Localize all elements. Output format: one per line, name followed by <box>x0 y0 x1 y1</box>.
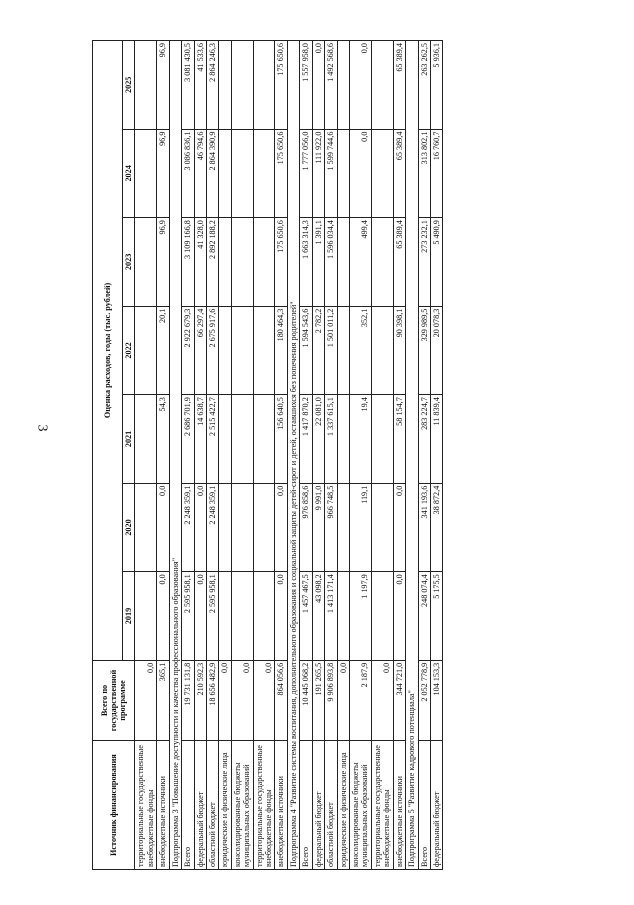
row-year-value <box>231 218 253 307</box>
row-year-value: 248 074,4 <box>418 572 430 661</box>
row-year-value <box>219 306 231 395</box>
row-total: 0,0 <box>253 660 275 740</box>
row-year-value: 1 777 056,0 <box>300 129 312 218</box>
table-row <box>312 41 324 870</box>
row-year-value: 22 081,0 <box>312 395 324 484</box>
row-year-value <box>135 41 157 130</box>
table-row <box>231 41 253 870</box>
row-year-value: 0,0 <box>350 41 372 130</box>
row-year-value: 66 297,4 <box>194 306 206 395</box>
subprogram-title: Подпрограмма 3 "Повышение доступности и качества профессионального образования" <box>169 41 181 870</box>
table-row <box>182 41 194 870</box>
row-year-value <box>253 41 275 130</box>
row-label: внебюджетные источники <box>157 741 169 870</box>
row-year-value: 0,0 <box>312 41 324 130</box>
row-year-value: 65 389,4 <box>393 129 405 218</box>
row-year-value: 3 081 430,5 <box>182 41 194 130</box>
row-year-value <box>219 395 231 484</box>
row-year-value: 352,1 <box>350 306 372 395</box>
row-year-value <box>337 572 349 661</box>
row-total: 210 592,3 <box>194 660 206 740</box>
row-label: территориальные государственные внебюджетные фонды <box>135 741 157 870</box>
table-row <box>337 41 349 870</box>
row-year-value <box>219 41 231 130</box>
row-year-value <box>337 306 349 395</box>
table-row <box>371 41 393 870</box>
row-year-value: 96,9 <box>157 41 169 130</box>
row-year-value <box>253 572 275 661</box>
row-year-value <box>135 395 157 484</box>
table-row <box>275 41 287 870</box>
row-label: территориальные государственные внебюджетные фонды <box>371 741 393 870</box>
row-year-value: 1 417 870,2 <box>300 395 312 484</box>
row-year-value: 263 262,5 <box>418 41 430 130</box>
row-year-value: 46 794,6 <box>194 129 206 218</box>
row-year-value: 2 248 359,1 <box>206 483 218 572</box>
row-year-value: 0,0 <box>194 483 206 572</box>
row-year-value: 499,4 <box>350 218 372 307</box>
table-row <box>350 41 372 870</box>
header-year: 2022 <box>123 306 135 395</box>
row-year-value: 1 197,9 <box>350 572 372 661</box>
row-year-value: 65 389,4 <box>393 41 405 130</box>
row-year-value <box>135 306 157 395</box>
row-year-value: 1 413 171,4 <box>325 572 337 661</box>
row-year-value <box>253 218 275 307</box>
page-number: 3 <box>34 424 50 432</box>
row-label: юридические и физические лица <box>219 741 231 870</box>
row-total: 0,0 <box>337 660 349 740</box>
table-row <box>194 41 206 870</box>
row-year-value: 54,3 <box>157 395 169 484</box>
row-year-value <box>135 483 157 572</box>
row-total: 18 656 482,9 <box>206 660 218 740</box>
row-year-value <box>219 483 231 572</box>
row-year-value <box>371 129 393 218</box>
row-year-value: 43 098,2 <box>312 572 324 661</box>
row-year-value: 2 675 917,6 <box>206 306 218 395</box>
financing-table-wrapper <box>92 40 572 870</box>
row-year-value: 90 398,1 <box>393 306 405 395</box>
row-year-value: 0,0 <box>157 572 169 661</box>
table-row <box>300 41 312 870</box>
row-year-value <box>231 129 253 218</box>
row-total: 19 731 131,8 <box>182 660 194 740</box>
row-total: 365,1 <box>157 660 169 740</box>
row-year-value: 2 248 359,1 <box>182 483 194 572</box>
row-year-value: 111 922,0 <box>312 129 324 218</box>
row-year-value: 14 638,7 <box>194 395 206 484</box>
row-year-value: 2 595 958,1 <box>206 572 218 661</box>
row-year-value <box>219 129 231 218</box>
header-year: 2021 <box>123 395 135 484</box>
subprogram-row <box>406 41 418 870</box>
table-row <box>157 41 169 870</box>
row-total: 0,0 <box>135 660 157 740</box>
row-year-value: 96,9 <box>157 129 169 218</box>
row-year-value: 11 839,4 <box>430 395 442 484</box>
row-label: федеральный бюджет <box>194 741 206 870</box>
row-year-value: 20,1 <box>157 306 169 395</box>
row-year-value: 9 991,0 <box>312 483 324 572</box>
row-year-value: 180 464,3 <box>275 306 287 395</box>
row-year-value <box>219 218 231 307</box>
row-year-value: 1 492 568,6 <box>325 41 337 130</box>
row-year-value: 3 086 836,1 <box>182 129 194 218</box>
row-year-value: 156 640,5 <box>275 395 287 484</box>
row-year-value: 0,0 <box>275 483 287 572</box>
row-year-value: 5 175,5 <box>430 572 442 661</box>
row-year-value: 41 328,0 <box>194 218 206 307</box>
table-row <box>393 41 405 870</box>
row-year-value: 5 936,1 <box>430 41 442 130</box>
row-year-value: 0,0 <box>275 572 287 661</box>
row-total: 2 052 778,9 <box>418 660 430 740</box>
row-year-value: 1 557 958,0 <box>300 41 312 130</box>
header-estimate: Оценка расходов, годы (тыс. рублей) <box>93 41 123 661</box>
row-total: 9 906 893,8 <box>325 660 337 740</box>
row-year-value: 0,0 <box>194 572 206 661</box>
row-year-value <box>231 572 253 661</box>
header-year: 2024 <box>123 129 135 218</box>
row-year-value: 2 892 188,2 <box>206 218 218 307</box>
row-year-value <box>371 306 393 395</box>
row-year-value: 3 109 166,8 <box>182 218 194 307</box>
row-year-value <box>135 572 157 661</box>
row-label: областной бюджет <box>325 741 337 870</box>
row-year-value: 41 533,6 <box>194 41 206 130</box>
row-year-value: 175 650,6 <box>275 218 287 307</box>
row-year-value: 283 224,7 <box>418 395 430 484</box>
row-year-value: 175 650,6 <box>275 129 287 218</box>
header-total: Всего по государственной программе <box>93 660 135 740</box>
row-year-value <box>337 129 349 218</box>
table-row <box>206 41 218 870</box>
row-year-value <box>337 41 349 130</box>
row-year-value: 2 782,2 <box>312 306 324 395</box>
row-label: юридические и физические лица <box>337 741 349 870</box>
table-body <box>135 41 443 870</box>
row-year-value <box>371 41 393 130</box>
row-year-value: 1 391,1 <box>312 218 324 307</box>
row-label: внебюджетные источники <box>393 741 405 870</box>
row-year-value <box>231 483 253 572</box>
row-year-value: 2 595 958,1 <box>182 572 194 661</box>
row-year-value: 313 802,1 <box>418 129 430 218</box>
row-year-value <box>135 129 157 218</box>
subprogram-row <box>169 41 181 870</box>
row-total: 0,0 <box>219 660 231 740</box>
row-year-value: 1 663 314,3 <box>300 218 312 307</box>
header-source: Источник финансирования <box>93 741 135 870</box>
row-label: территориальные государственные внебюджетные фонды <box>253 741 275 870</box>
table-row <box>325 41 337 870</box>
row-year-value <box>231 41 253 130</box>
subprogram-title: Подпрограмма 4 "Развитие системы воспитания, дополнительного образования и социальной защиты детей-сирот и детей, оставшихся без попечения родителей" <box>287 41 299 870</box>
table-row <box>418 41 430 870</box>
row-year-value <box>253 395 275 484</box>
row-year-value: 1 596 034,4 <box>325 218 337 307</box>
row-year-value <box>337 483 349 572</box>
header-year: 2020 <box>123 483 135 572</box>
financing-table <box>92 40 443 870</box>
row-label: Всего <box>182 741 194 870</box>
row-label: областной бюджет <box>206 741 218 870</box>
row-year-value <box>371 218 393 307</box>
row-year-value: 0,0 <box>157 483 169 572</box>
header-year: 2019 <box>123 572 135 661</box>
row-total: 864 056,6 <box>275 660 287 740</box>
row-year-value: 19,4 <box>350 395 372 484</box>
row-total: 344 721,0 <box>393 660 405 740</box>
row-year-value <box>253 129 275 218</box>
table-row <box>219 41 231 870</box>
row-year-value: 1 457 467,5 <box>300 572 312 661</box>
row-year-value: 0,0 <box>350 129 372 218</box>
row-label: Всего <box>300 741 312 870</box>
row-year-value: 2 864 246,3 <box>206 41 218 130</box>
row-year-value: 1 594 543,6 <box>300 306 312 395</box>
row-year-value <box>337 395 349 484</box>
row-label: федеральный бюджет <box>430 741 442 870</box>
row-label: федеральный бюджет <box>312 741 324 870</box>
row-year-value: 175 650,6 <box>275 41 287 130</box>
row-year-value: 2 686 701,9 <box>182 395 194 484</box>
row-year-value: 38 872,4 <box>430 483 442 572</box>
row-year-value <box>231 395 253 484</box>
row-year-value <box>337 218 349 307</box>
row-total: 2 187,9 <box>350 660 372 740</box>
row-year-value: 0,0 <box>393 483 405 572</box>
row-label: внебюджетные источники <box>275 741 287 870</box>
row-year-value: 20 078,3 <box>430 306 442 395</box>
row-year-value <box>371 572 393 661</box>
row-year-value: 5 490,9 <box>430 218 442 307</box>
row-year-value: 0,0 <box>393 572 405 661</box>
row-year-value: 976 858,6 <box>300 483 312 572</box>
row-label: консолидированные бюджеты муниципальных образований <box>350 741 372 870</box>
row-year-value <box>253 306 275 395</box>
row-year-value <box>231 306 253 395</box>
row-total: 104 153,3 <box>430 660 442 740</box>
row-year-value <box>135 218 157 307</box>
row-total: 191 265,5 <box>312 660 324 740</box>
row-year-value: 1 599 744,6 <box>325 129 337 218</box>
row-year-value: 119,1 <box>350 483 372 572</box>
row-year-value: 1 337 615,1 <box>325 395 337 484</box>
table-row <box>135 41 157 870</box>
row-year-value: 65 389,4 <box>393 218 405 307</box>
row-year-value: 329 989,5 <box>418 306 430 395</box>
row-year-value: 16 760,7 <box>430 129 442 218</box>
row-label: консолидированные бюджеты муниципальных образований <box>231 741 253 870</box>
row-year-value: 2 515 422,7 <box>206 395 218 484</box>
row-year-value <box>219 572 231 661</box>
row-total: 10 445 068,2 <box>300 660 312 740</box>
table-row <box>430 41 442 870</box>
header-year: 2025 <box>123 41 135 130</box>
row-year-value <box>253 483 275 572</box>
row-year-value: 273 232,1 <box>418 218 430 307</box>
row-year-value: 2 922 679,3 <box>182 306 194 395</box>
subprogram-title: Подпрограмма 5 "Развитие кадрового потенциала" <box>406 41 418 870</box>
row-year-value <box>371 483 393 572</box>
row-year-value: 58 154,7 <box>393 395 405 484</box>
row-year-value: 966 748,5 <box>325 483 337 572</box>
row-label: Всего <box>418 741 430 870</box>
row-year-value <box>371 395 393 484</box>
row-total: 0,0 <box>231 660 253 740</box>
table-row <box>253 41 275 870</box>
row-total: 0,0 <box>371 660 393 740</box>
row-year-value: 2 864 390,9 <box>206 129 218 218</box>
subprogram-row <box>287 41 299 870</box>
header-year: 2023 <box>123 218 135 307</box>
row-year-value: 96,9 <box>157 218 169 307</box>
row-year-value: 341 193,6 <box>418 483 430 572</box>
row-year-value: 1 501 011,2 <box>325 306 337 395</box>
